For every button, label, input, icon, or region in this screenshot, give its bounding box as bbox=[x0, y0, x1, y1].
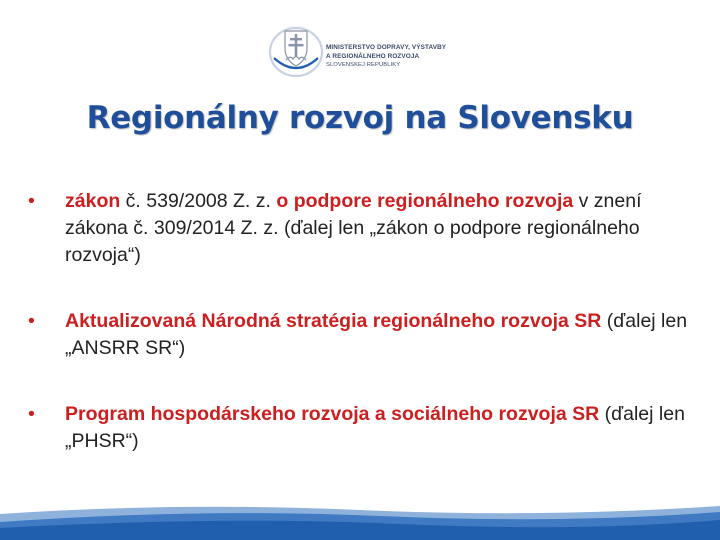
ministry-name-line-1: MINISTERSTVO DOPRAVY, VÝSTAVBY bbox=[326, 44, 447, 51]
bullet-1-law-number: č. 539/2008 Z. z. bbox=[120, 190, 277, 212]
slide-title: Regionálny rozvoj na Slovensku bbox=[86, 100, 634, 136]
bullet-3-abbreviation: (ďalej len „PHSR“) bbox=[65, 403, 685, 452]
bullet-1-law-subject: o podpore regionálneho rozvoja bbox=[276, 190, 574, 212]
bullet-marker: • bbox=[28, 190, 35, 212]
footer-wave-decoration bbox=[0, 500, 720, 540]
bullet-marker: • bbox=[28, 310, 35, 332]
bullet-item-ansrr bbox=[28, 308, 698, 362]
bullet-2-strategy: Aktualizovaná Národná stratégia regionálneho rozvoja SR bbox=[65, 310, 602, 332]
ministry-name bbox=[326, 43, 446, 70]
bullet-2-abbreviation: (ďalej len „ANSRR SR“) bbox=[65, 310, 688, 359]
slovak-coat-of-arms-icon bbox=[268, 22, 324, 78]
bullet-1-keyword: zákon bbox=[65, 190, 121, 212]
ministry-name-line-3: SLOVENSKEJ REPUBLIKY bbox=[326, 62, 401, 68]
bullet-1-amendment: v znení zákona č. 309/2014 Z. z. (ďalej len „zákon o podpore regionálneho rozvoja“) bbox=[65, 190, 642, 266]
bullet-3-program: Program hospodárskeho rozvoja a sociálneho rozvoja SR bbox=[65, 403, 600, 425]
bullet-list bbox=[28, 188, 698, 455]
bullet-item-phsr bbox=[28, 401, 698, 455]
bullet-marker: • bbox=[28, 403, 35, 425]
ministry-name-line-2: A REGIONÁLNEHO ROZVOJA bbox=[326, 53, 420, 60]
ministry-logo bbox=[268, 22, 458, 80]
bullet-item-law bbox=[28, 188, 698, 269]
